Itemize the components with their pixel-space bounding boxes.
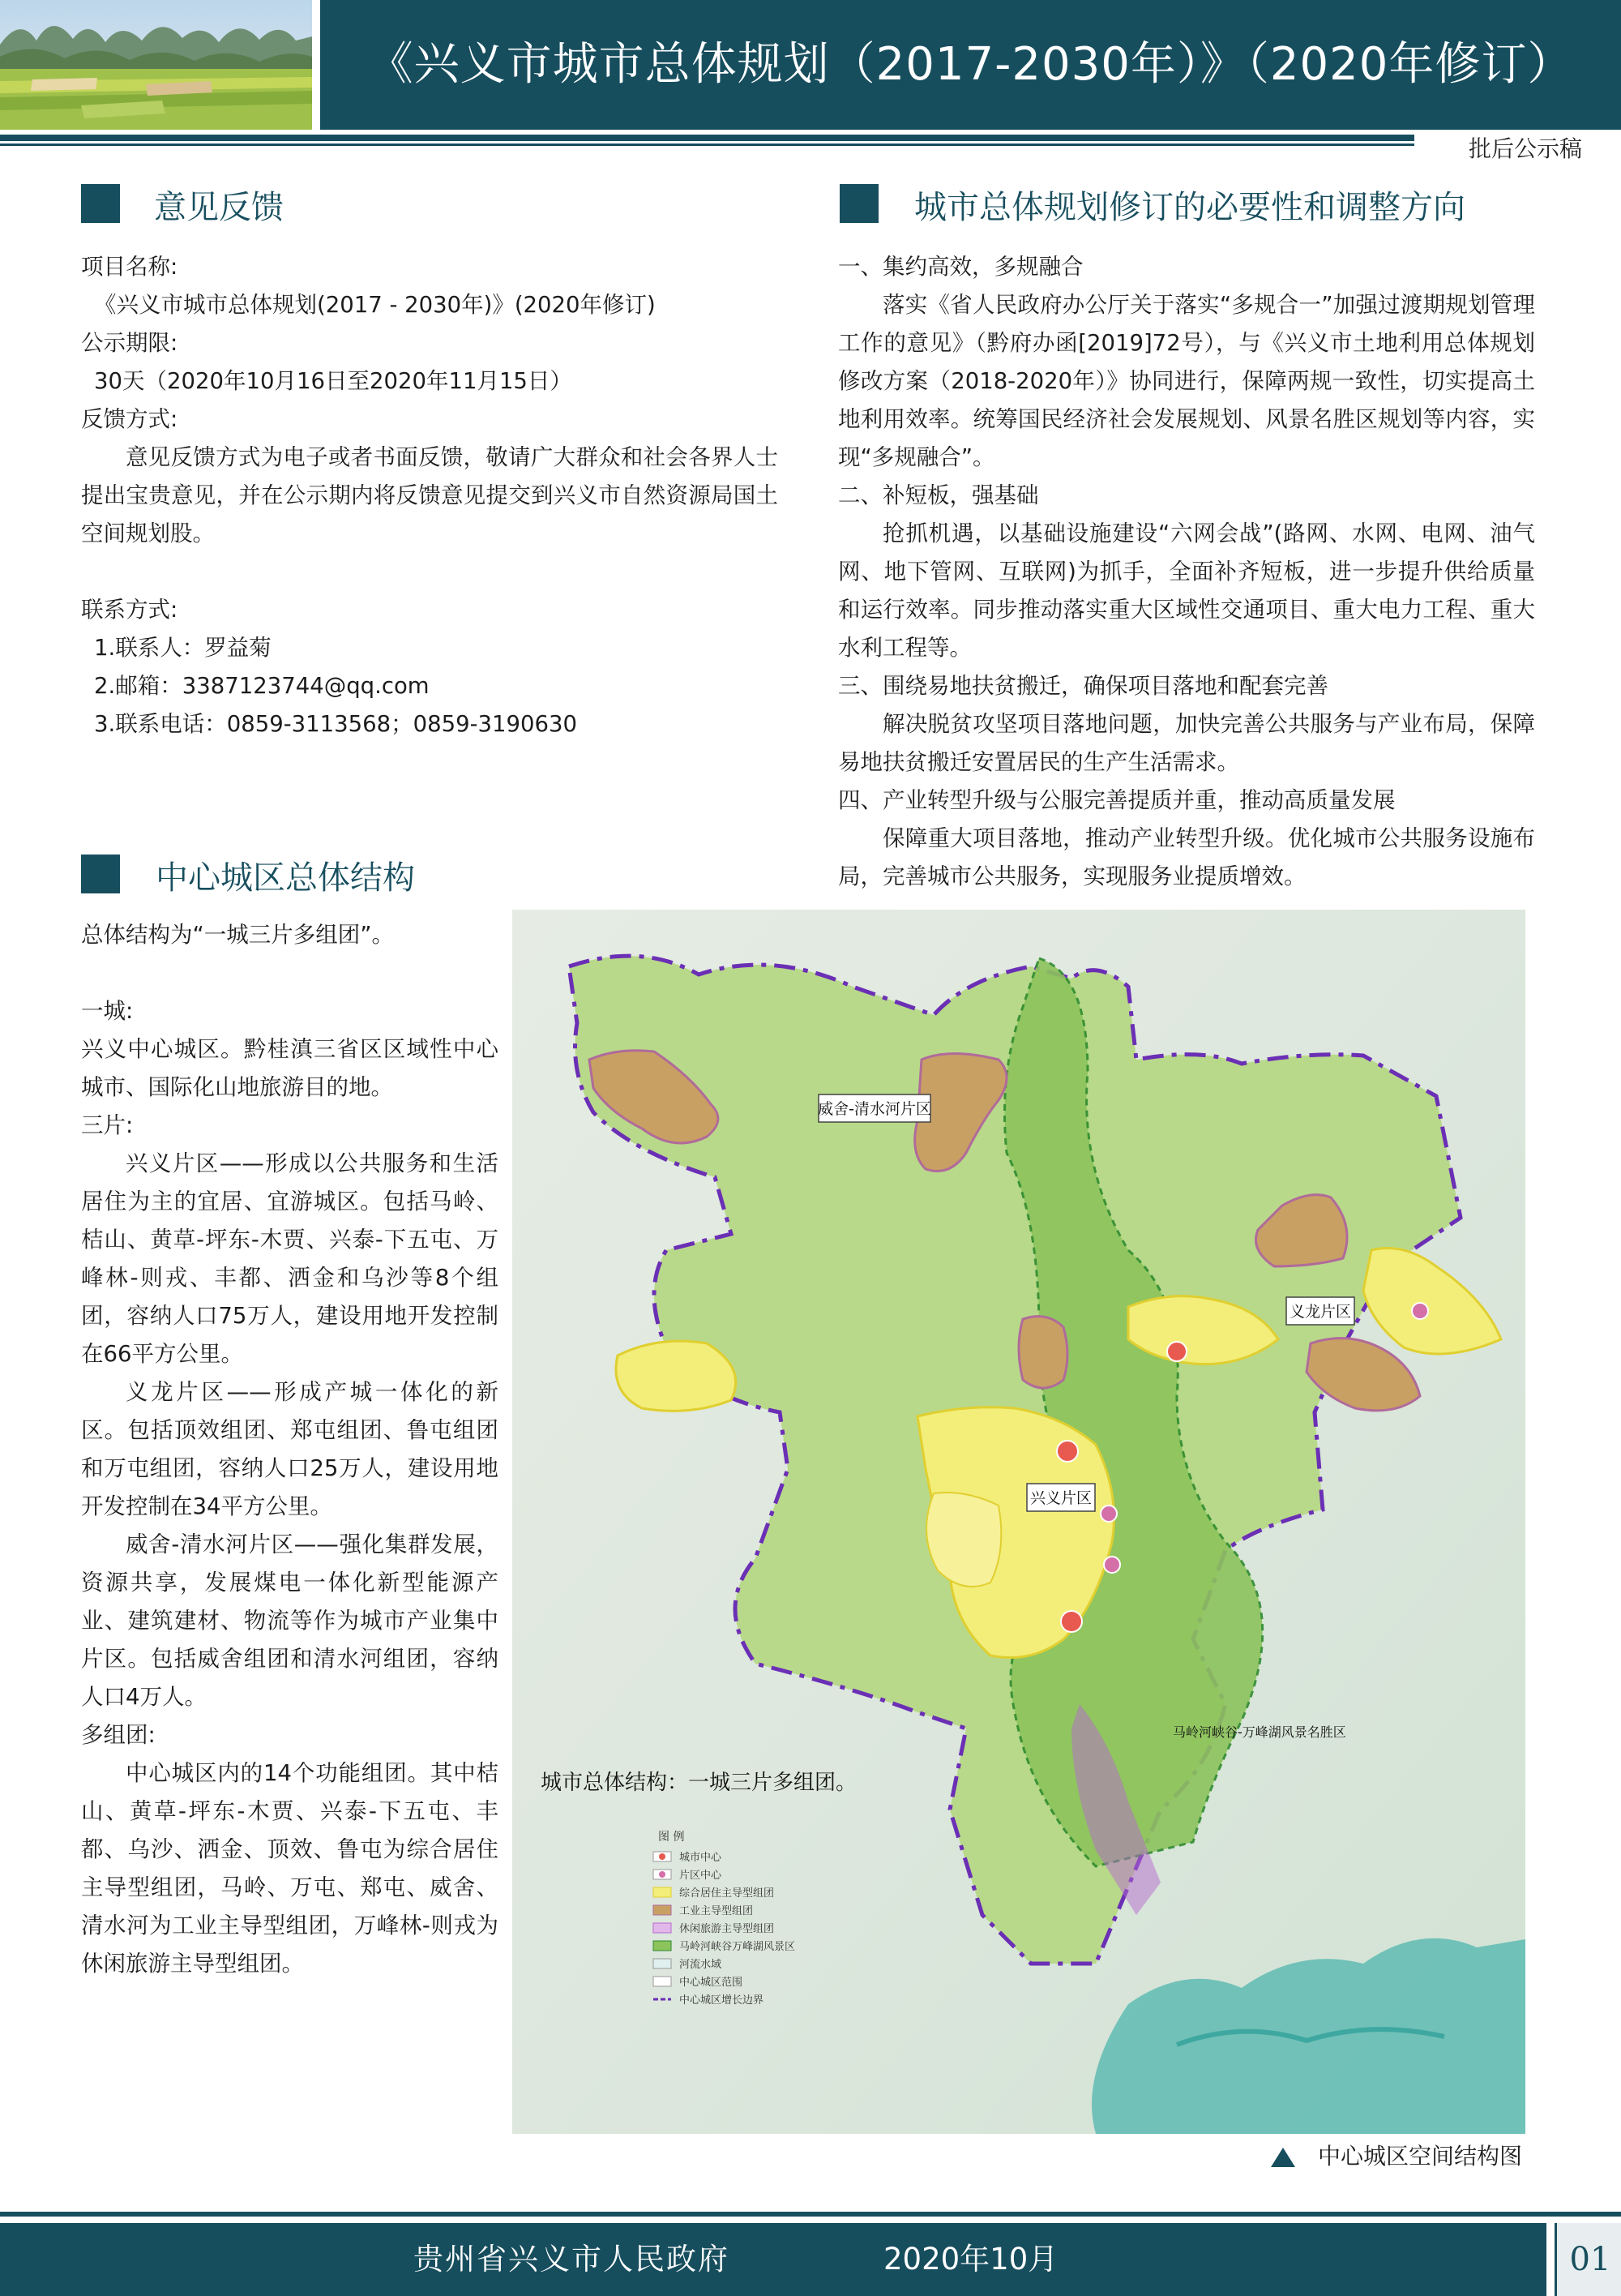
project-label: 项目名称:	[81, 254, 178, 280]
structure-intro: 总体结构为“一城三片多组团”。	[81, 922, 394, 948]
revision-s2-title: 二、补短板，强基础	[838, 482, 1039, 508]
legend-item: 综合居住主导型组团	[679, 1887, 775, 1900]
xingyi-text: 兴义片区——形成以公共服务和生活居住为主的宜居、宜游城区。包括马岭、桔山、黄草-坪东-木贾、兴泰-下五屯、万峰林-则戎、丰都、洒金和乌沙等8个组团，容纳人口75万人，建设用地开发控制在66平方公里。	[81, 1150, 498, 1367]
legend-item: 休闲旅游主导型组团	[679, 1923, 775, 1935]
city-label: 一城:	[81, 998, 134, 1024]
legend-item: 城市中心	[679, 1852, 722, 1864]
map-label-xingyi: 兴义片区	[1029, 1489, 1093, 1507]
footer-date: 2020年10月	[883, 2242, 1059, 2277]
city-text: 兴义中心城区。黔桂滇三省区区域性中心城市、国际化山地旅游目的地。	[81, 1036, 498, 1100]
feedback-body	[81, 248, 778, 743]
legend-item: 中心城区增长边界	[679, 1994, 764, 2007]
city-center-marker	[1057, 1441, 1078, 1462]
revision-s3-title: 三、围绕易地扶贫搬迁，确保项目落地和配套完善	[838, 673, 1328, 699]
legend-item: 河流水域	[679, 1959, 722, 1971]
legend-item: 工业主导型组团	[679, 1905, 754, 1917]
weishe-text: 威舍-清水河片区——强化集群发展，资源共享，发展煤电一体化新型能源产业、建筑建材、物流等作为城市产业集中片区。包括威舍组团和清水河组团，容纳人口4万人。	[81, 1531, 498, 1710]
section-marker	[840, 184, 879, 223]
feedback-heading: 意见反馈	[154, 189, 284, 226]
industrial-cluster-maling	[1019, 1317, 1067, 1388]
footer-band	[0, 2223, 1546, 2296]
district-center-marker	[1412, 1303, 1428, 1319]
section-marker	[81, 855, 120, 893]
triangle-icon	[1271, 2148, 1295, 2167]
contact-person: 1.联系人：罗益菊	[94, 635, 272, 661]
page-title: 《兴义市城市总体规划（2017-2030年）》（2020年修订）	[367, 38, 1574, 91]
map-caption-text: 中心城区空间结构图	[1318, 2143, 1523, 2170]
revision-body	[838, 248, 1535, 896]
map-subtitle: 城市总体结构：一城三片多组团。	[541, 1771, 858, 1795]
footer-rule	[0, 2212, 1621, 2217]
revision-s2-text: 抢抓机遇，以基础设施建设“六网会战”(路网、水网、电网、油气网、地下管网、互联网)为抓手，全面补齐短板，进一步提升供给质量和运行效率。同步推动落实重大区域性交通项目、重大电力工程、重大水利工程等。	[838, 520, 1535, 661]
map-label-yilong: 义龙片区	[1289, 1303, 1352, 1321]
revision-s4-text: 保障重大项目落地，推动产业转型升级。优化城市公共服务设施布局，完善城市公共服务，实现服务业提质增效。	[838, 825, 1535, 889]
contact-phone: 3.联系电话：0859-3113568；0859-3190630	[94, 711, 578, 737]
contact-label: 联系方式:	[81, 597, 178, 623]
contact-email[interactable]: 2.邮箱：3387123744@qq.com	[94, 673, 430, 699]
project-value: 《兴义市城市总体规划(2017 - 2030年)》(2020年修订)	[94, 292, 656, 318]
structure-body	[81, 916, 498, 1983]
header-landscape-photo	[0, 0, 312, 130]
footer-organization: 贵州省兴义市人民政府	[413, 2242, 729, 2277]
revision-s4-title: 四、产业转型升级与公服完善提质并重，推动高质量发展	[838, 787, 1396, 813]
map-label-scenic: 马岭河峡谷-万峰湖风景名胜区	[1173, 1724, 1346, 1740]
district-center-marker	[1101, 1506, 1117, 1522]
multi-label: 多组团:	[81, 1722, 156, 1748]
method-label: 反馈方式:	[81, 406, 178, 432]
page-number: 01	[1555, 2223, 1621, 2296]
revision-s1-title: 一、集约高效，多规融合	[838, 254, 1084, 280]
revision-s3-text: 解决脱贫攻坚项目落地问题，加快完善公共服务与产业布局，保障易地扶贫搬迁安置居民的生产生活需求。	[838, 711, 1535, 775]
legend-item: 片区中心	[679, 1870, 722, 1882]
map-label-weishe: 威舍-清水河片区	[818, 1100, 931, 1118]
yilong-text: 义龙片区——形成产城一体化的新区。包括顶效组团、郑屯组团、鲁屯组团和万屯组团，容纳人口25万人，建设用地开发控制在34平方公里。	[81, 1379, 498, 1519]
legend-item: 中心城区范围	[679, 1977, 743, 1989]
publication-note: 批后公示稿	[1468, 135, 1582, 162]
period-value: 30天（2020年10月16日至2020年11月15日）	[94, 368, 572, 394]
method-text: 意见反馈方式为电子或者书面反馈，敬请广大群众和社会各界人士提出宝贵意见，并在公示期内将反馈意见提交到兴义市自然资源局国土空间规划股。	[81, 444, 778, 546]
city-center-marker	[1167, 1342, 1187, 1361]
header-rule	[0, 135, 1414, 141]
legend-item: 马岭河峡谷万峰湖风景区	[679, 1941, 796, 1953]
section-marker	[81, 184, 120, 223]
structure-map	[512, 910, 1525, 2134]
map-caption	[1271, 2139, 1522, 2171]
structure-heading: 中心城区总体结构	[156, 859, 415, 897]
district-center-marker	[1104, 1557, 1120, 1573]
header-rule-thin	[0, 144, 1414, 146]
revision-s1-text: 落实《省人民政府办公厅关于落实“多规合一”加强过渡期规划管理工作的意见》（黔府办函[2019]72号），与《兴义市土地利用总体规划修改方案（2018-2020年）》协同进行，保障两规一致性，切实提高土地利用效率。统筹国民经济社会发展规划、风景名胜区规划等内容，实现“多规融合”。	[838, 292, 1535, 470]
period-label: 公示期限:	[81, 330, 178, 356]
three-label: 三片:	[81, 1112, 134, 1138]
legend-title: 图 例	[658, 1831, 685, 1844]
revision-heading: 城市总体规划修订的必要性和调整方向	[914, 189, 1465, 226]
residential-cluster-wusha	[616, 1341, 736, 1411]
city-center-marker	[1061, 1611, 1082, 1632]
multi-text: 中心城区内的14个功能组团。其中桔山、黄草-坪东-木贾、兴泰-下五屯、丰都、乌沙、洒金、顶效、鲁屯为综合居住主导型组团，马岭、万屯、郑屯、威舍、清水河为工业主导型组团，万峰林-则戎为休闲旅游主导型组团。	[81, 1760, 498, 1977]
